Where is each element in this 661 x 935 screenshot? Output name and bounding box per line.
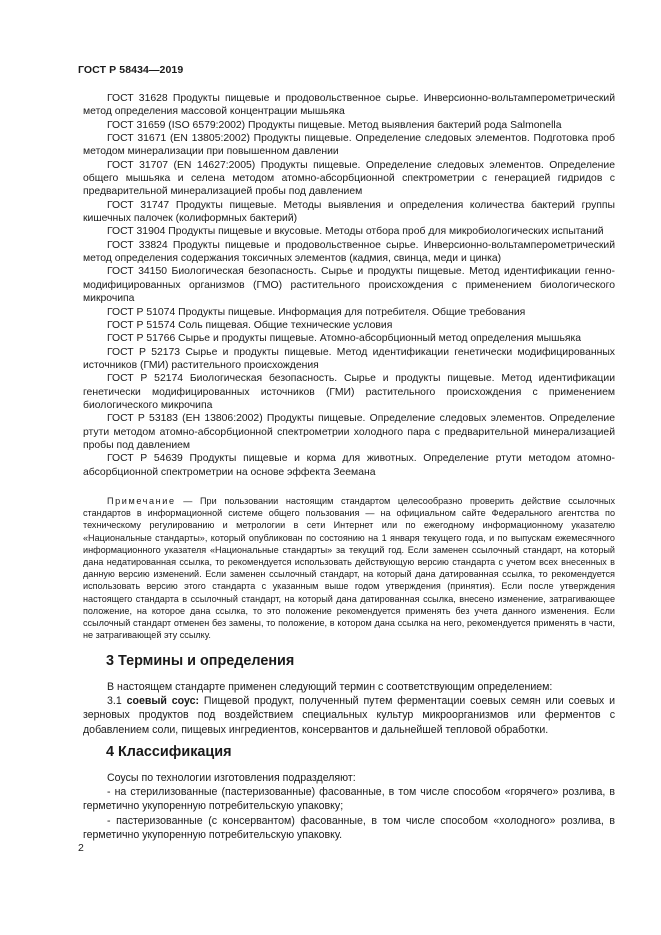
section-3-heading: 3 Термины и определения	[106, 653, 295, 669]
classification-item: - пастеризованные (с консервантом) фасованные, в том числе способом «холодного» розлива, в герметично укупоренную потребительскую упаковку.	[83, 814, 615, 841]
note-paragraph	[83, 495, 615, 641]
reference-item: ГОСТ 31707 (EN 14627:2005) Продукты пищевые. Определение следовых элементов. Определение общего мышьяка и селена методом атомно-абсорбционной спектрометрии с генерацией гидридов с предварительной минерализацией пробы под давлением	[83, 159, 615, 198]
term-definition-text: Пищевой продукт, полученный путем ферментации соевых семян или соевых и зерновых продуктов под воздействием специальных культур микроорганизмов или ферментов с добавлением соли, пищевых ингредиентов, консервантов и дальнейшей тепловой обработки.	[83, 695, 615, 736]
term-name: соевый соус:	[126, 695, 200, 708]
reference-item: ГОСТ Р 51574 Соль пищевая. Общие технические условия	[107, 319, 393, 331]
section-3-intro: В настоящем стандарте применен следующий термин с соответствующим определением:	[107, 681, 553, 693]
normative-references-list	[83, 92, 615, 479]
classification-item: - на стерилизованные (пастеризованные) фасованные, в том числе способом «горячего» розлива, в герметично укупоренную потребительскую упаковку;	[83, 786, 615, 813]
reference-item: ГОСТ 31659 (ISO 6579:2002) Продукты пищевые. Метод выявления бактерий рода Salmonella	[107, 119, 562, 131]
section-3-body	[83, 680, 615, 737]
term-definition	[83, 694, 615, 737]
reference-item: ГОСТ 33824 Продукты пищевые и продовольственное сырье. Инверсионно-вольтамперометрический метод определения содержания токсичных элементов (кадмия, свинца, меди и цинка)	[83, 239, 615, 265]
reference-item: ГОСТ 31628 Продукты пищевые и продовольственное сырье. Инверсионно-вольтамперометрический метод определения массовой концентрации мышьяка	[83, 93, 615, 118]
reference-item: ГОСТ Р 51074 Продукты пищевые. Информация для потребителя. Общие требования	[107, 306, 526, 318]
document-header: ГОСТ Р 58434—2019	[78, 64, 184, 76]
reference-item: ГОСТ 31747 Продукты пищевые. Методы выявления и определения количества бактерий группы кишечных палочек (колиформных бактерий)	[83, 199, 615, 225]
section-4-intro: Соусы по технологии изготовления подразделяют:	[107, 772, 356, 784]
section-4-body	[83, 771, 615, 842]
reference-item: ГОСТ Р 52173 Сырье и продукты пищевые. Метод идентификации генетически модифицированных источников (ГМИ) растительного происхождения	[83, 346, 615, 371]
page-number: 2	[78, 842, 84, 854]
section-4-heading: 4 Классификация	[106, 744, 232, 760]
reference-item: ГОСТ Р 52174 Биологическая безопасность. Сырье и продукты пищевые. Метод идентификации генетически модифицированных источников (ГМИ) растительного происхождения с применением биологического микрочипа	[83, 373, 615, 411]
reference-item: ГОСТ 31671 (EN 13805:2002) Продукты пищевые. Определение следовых элементов. Подготовка проб методом минерализации при повышенном давлении	[83, 133, 615, 158]
note-text: — При пользовании настоящим стандартом целесообразно проверить действие ссылочных стандартов в информационной системе общего пользования — на официальном сайте Федерального агентства по техническому регулированию и метрологии в сети Интернет или по ежегодному информационному указателю «Национальные стандарты», который опубликован по состоянию на 1 января текущего года, и по выпускам ежемесячного информационного указателя «Национальные стандарты» за текущий год. Если заменен ссылочный стандарт, на который дана недатированная ссылка, то рекомендуется использовать действующую версию стандарта с учетом всех внесенных в данную версию изменений. Если заменен ссылочный стандарт, на который дана датированная ссылка, то рекомендуется использовать версию этого стандарта с указанным выше годом утверждения (принятия). Если после утверждения настоящего стандарта в ссылочный стандарт, на который дана датированная ссылка, внесено изменение, затрагивающее положение, на которое дана ссылка, то это положение рекомендуется применять без учета данного изменения. Если ссылочный стандарт отменен без замены, то положение, в котором дана ссылка на него, рекомендуется применять в части, не затрагивающей эту ссылку.	[83, 496, 615, 641]
term-number: 3.1	[107, 695, 122, 708]
reference-item: ГОСТ 31904 Продукты пищевые и вкусовые. Методы отбора проб для микробиологических испытаний	[107, 226, 604, 238]
reference-item: ГОСТ Р 54639 Продукты пищевые и корма для животных. Определение ртути методом атомно-абсорбционной спектрометрии на основе эффекта Зеемана	[83, 453, 615, 478]
reference-item: ГОСТ 34150 Биологическая безопасность. Сырье и продукты пищевые. Метод идентификации генно-модифицированных организмов (ГМО) растительного происхождения с применением биологического микрочипа	[83, 266, 615, 305]
reference-item: ГОСТ Р 51766 Сырье и продукты пищевые. Атомно-абсорбционный метод определения мышьяка	[107, 333, 582, 345]
reference-item: ГОСТ Р 53183 (ЕН 13806:2002) Продукты пищевые. Определение следовых элементов. Определение ртути методом атомно-абсорбционной спектрометрии холодного пара с предварительной минерализацией пробы под давлением	[83, 413, 615, 451]
note-label: Примечание	[107, 496, 176, 506]
